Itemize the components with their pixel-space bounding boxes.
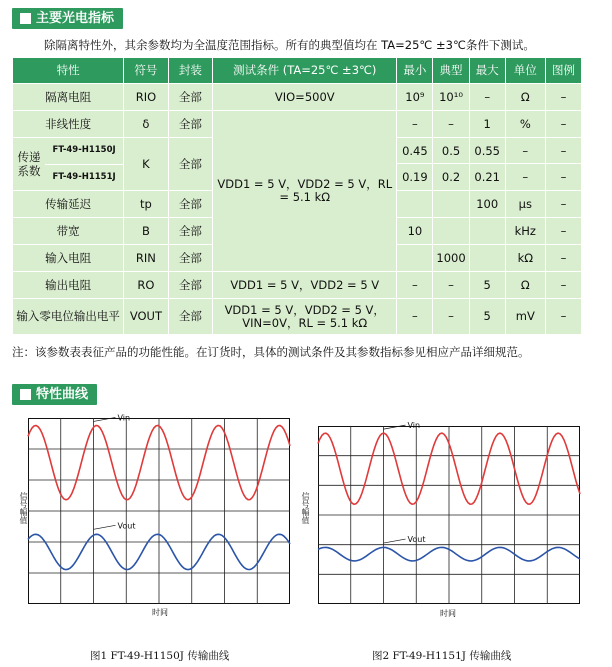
- cell: RIO: [124, 84, 168, 111]
- cell: FT-49-H1150J: [45, 138, 123, 165]
- col-header: 最大: [469, 58, 505, 84]
- col-header: 典型: [433, 58, 469, 84]
- cell: –: [545, 84, 581, 111]
- cell: 全部: [168, 138, 212, 191]
- cell: Ω: [505, 272, 545, 299]
- intro-text: 除隔离特性外，其余参数均为全温度范围指标。所有的典型值均在 TA=25℃ ±3℃条件下测试。: [44, 38, 535, 52]
- cell: 输入电阻: [13, 245, 124, 272]
- cell: μs: [505, 191, 545, 218]
- cell: tp: [124, 191, 168, 218]
- cell: [397, 191, 433, 218]
- cell: [397, 245, 433, 272]
- cell: 全部: [168, 111, 212, 138]
- cell: –: [545, 218, 581, 245]
- y-axis-label: 信号幅值: [19, 492, 28, 524]
- figure-caption: 图1 FT-49-H1150J 传输曲线: [90, 650, 230, 662]
- col-header: 特性: [13, 58, 124, 84]
- cell: 1000: [433, 245, 469, 272]
- table-row: [13, 111, 582, 138]
- cell: VOUT: [124, 299, 168, 335]
- cell: 10: [397, 218, 433, 245]
- cell: [433, 191, 469, 218]
- cell: –: [433, 272, 469, 299]
- col-header: 最小: [397, 58, 433, 84]
- cell: 5: [469, 272, 505, 299]
- series-label-vout: Vout: [117, 521, 136, 531]
- cell: [469, 138, 505, 191]
- cell: –: [545, 245, 581, 272]
- table-row: [13, 299, 582, 335]
- cell: –: [545, 191, 581, 218]
- cell: [433, 218, 469, 245]
- cell: –: [397, 111, 433, 138]
- table-header: [13, 58, 582, 84]
- cell: [545, 138, 581, 191]
- cell: –: [545, 272, 581, 299]
- col-header: 符号: [124, 58, 168, 84]
- cell: VDD1 = 5 V，VDD2 = 5 V: [213, 272, 397, 299]
- cell: 输入零电位输出电平: [13, 299, 124, 335]
- series-label-vout: Vout: [407, 535, 426, 545]
- cell: δ: [124, 111, 168, 138]
- cell: –: [397, 299, 433, 335]
- cell: 0.21: [474, 170, 500, 184]
- cell: 10¹⁰: [433, 84, 469, 111]
- cell: 1: [469, 111, 505, 138]
- cell: –: [469, 84, 505, 111]
- cell: VDD1 = 5 V，VDD2 = 5 V，RL = 5.1 kΩ: [213, 111, 397, 272]
- cell: RIN: [124, 245, 168, 272]
- footnote: 注：该参数表表征产品的功能性能。在订货时，具体的测试条件及其参数指标参见相应产品详细规范。: [12, 345, 530, 359]
- cell: 全部: [168, 272, 212, 299]
- section-title-curves: 特性曲线: [12, 384, 97, 405]
- table-row: [13, 272, 582, 299]
- cell: 0.19: [402, 170, 428, 184]
- x-axis-label: 时间: [152, 608, 168, 617]
- cell: –: [397, 272, 433, 299]
- cell: FT-49-H1151J: [52, 171, 116, 182]
- cell: [433, 138, 469, 191]
- cell: 0.2: [441, 170, 461, 184]
- cell: –: [546, 138, 581, 164]
- chart-fig1: [28, 413, 290, 604]
- cell: 全部: [168, 299, 212, 335]
- col-header: 图例: [545, 58, 581, 84]
- cell: 传输延迟: [13, 191, 124, 218]
- cell: Ω: [505, 84, 545, 111]
- chart-fig2: [318, 421, 580, 604]
- cell: –: [433, 111, 469, 138]
- cell: –: [545, 111, 581, 138]
- cell: %: [505, 111, 545, 138]
- cell: 输出电阻: [13, 272, 124, 299]
- specs-table: [12, 57, 582, 335]
- cell: 0.55: [470, 138, 505, 164]
- section-title-main-specs: 主要光电指标: [12, 8, 123, 29]
- cell: –: [522, 170, 529, 184]
- col-header: 测试条件 (TA=25℃ ±3℃): [213, 58, 397, 84]
- cell: –: [506, 138, 545, 164]
- cell: 100: [469, 191, 505, 218]
- cell: [13, 138, 124, 191]
- cell: mV: [505, 299, 545, 335]
- cell: 全部: [168, 84, 212, 111]
- cell: 10⁹: [397, 84, 433, 111]
- figure-caption: 图2 FT-49-H1151J 传输曲线: [372, 650, 512, 662]
- series-label-vin: Vin: [407, 421, 421, 431]
- cell: 非线性度: [13, 111, 124, 138]
- cell: 0.5: [433, 138, 468, 164]
- cell: –: [433, 299, 469, 335]
- cell: –: [560, 170, 567, 184]
- cell: K: [124, 138, 168, 191]
- series-label-vin: Vin: [117, 413, 131, 423]
- cell: [505, 138, 545, 191]
- cell: [469, 245, 505, 272]
- cell: 全部: [168, 191, 212, 218]
- cell: –: [545, 299, 581, 335]
- cell: [469, 218, 505, 245]
- cell: kHz: [505, 218, 545, 245]
- cell: 全部: [168, 245, 212, 272]
- cell: 带宽: [13, 218, 124, 245]
- cell: 5: [469, 299, 505, 335]
- cell: RO: [124, 272, 168, 299]
- cell: [397, 138, 433, 191]
- cell: VIO=500V: [213, 84, 397, 111]
- col-header: 单位: [505, 58, 545, 84]
- cell: B: [124, 218, 168, 245]
- col-header: 封装: [168, 58, 212, 84]
- x-axis-label: 时间: [440, 609, 456, 618]
- cell-label: 传递系数: [17, 150, 41, 178]
- cell: 隔离电阻: [13, 84, 124, 111]
- y-axis-label: 信号幅值: [301, 492, 310, 524]
- cell: kΩ: [505, 245, 545, 272]
- cell: VDD1 = 5 V，VDD2 = 5 V，VIN=0V，RL = 5.1 kΩ: [213, 299, 397, 335]
- cell: 0.45: [397, 138, 432, 164]
- cell: 全部: [168, 218, 212, 245]
- table-row: [13, 84, 582, 111]
